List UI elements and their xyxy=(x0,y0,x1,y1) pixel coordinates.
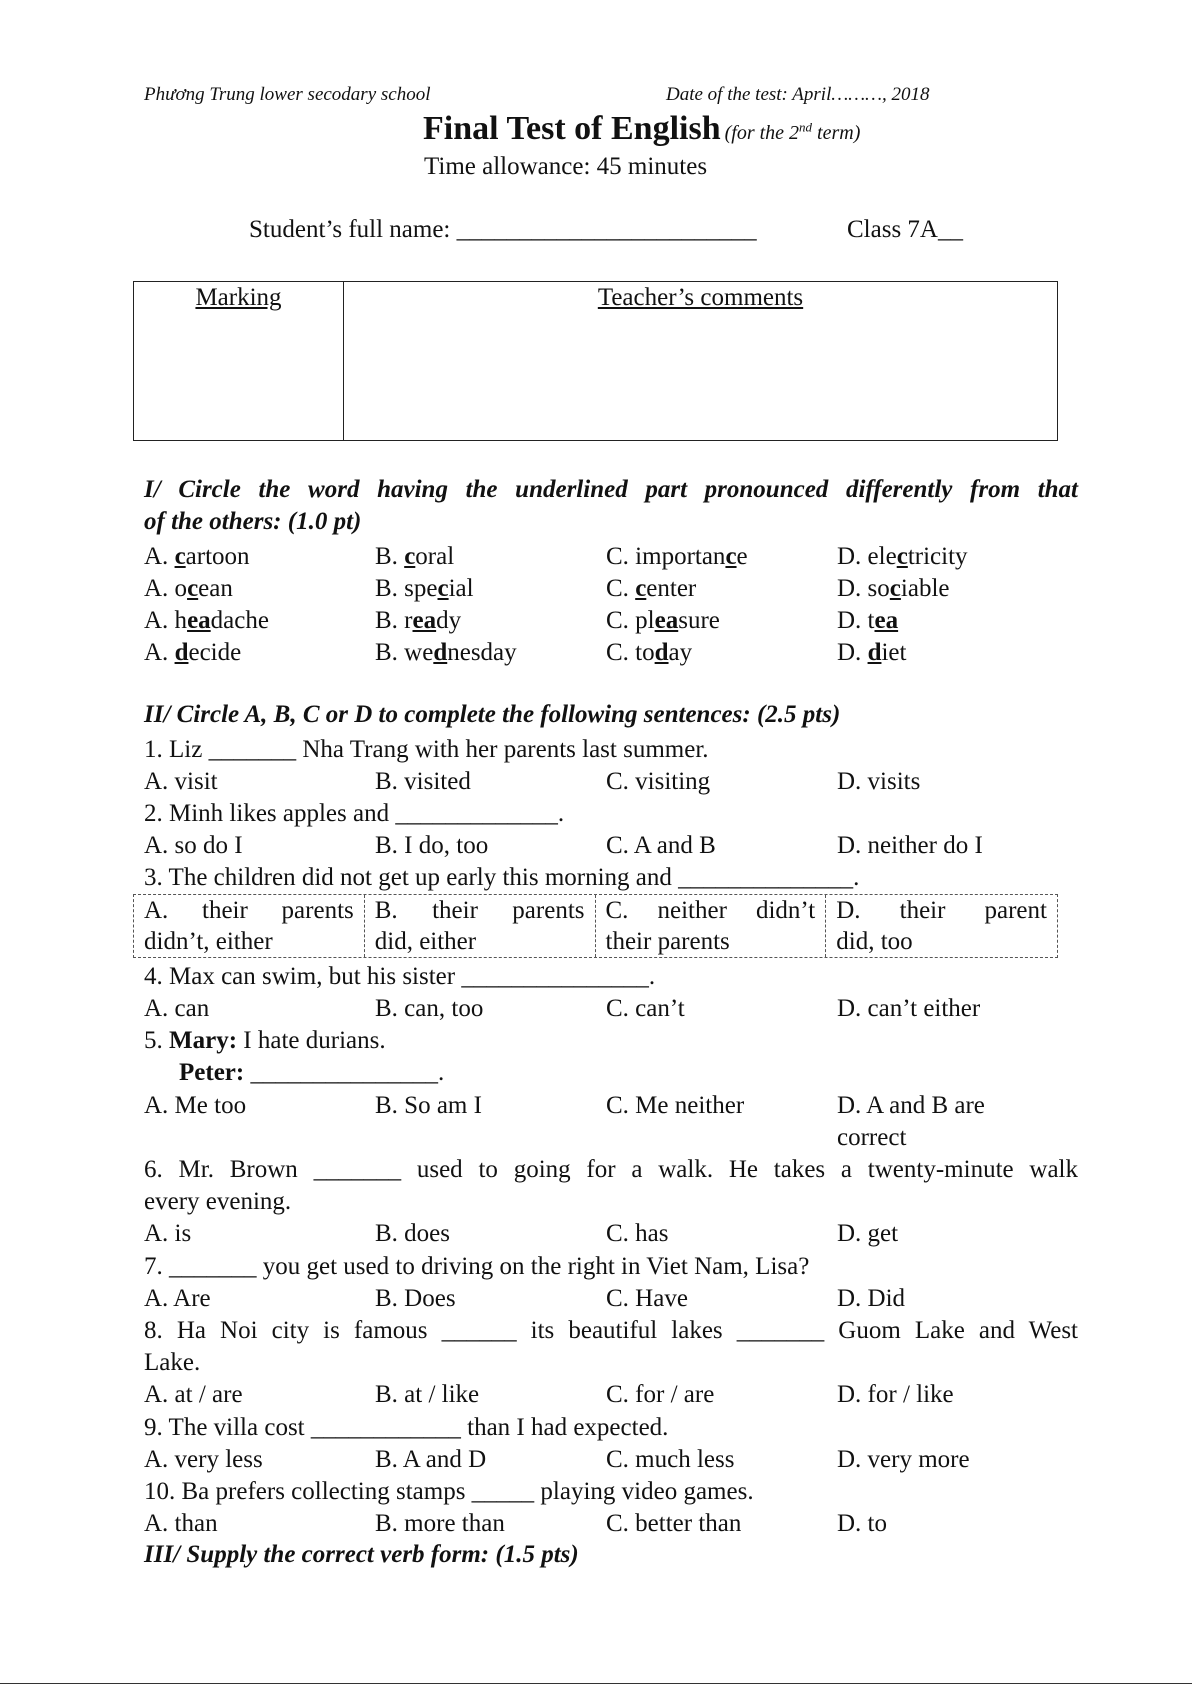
comments-cell xyxy=(344,282,1057,440)
section1-heading-cont: of the others: (1.0 pt) xyxy=(144,508,362,535)
question-stem: 2. Minh likes apples and _____________. xyxy=(144,800,565,827)
pron-row xyxy=(144,605,1078,637)
question-stem-cont: every evening. xyxy=(144,1188,292,1215)
test-date: Date of the test: April………, 2018 xyxy=(666,84,930,105)
pron-row xyxy=(144,541,1078,573)
student-name-label: Student’s full name: ________________________ xyxy=(249,216,757,243)
answer-option[interactable]: A. than xyxy=(144,1510,218,1537)
answer-row xyxy=(144,1090,1078,1122)
answer-option[interactable]: A. is xyxy=(144,1220,192,1247)
pron-option: D. tea xyxy=(837,607,899,634)
answer-option[interactable]: B. I do, too xyxy=(375,832,489,859)
answer-option[interactable]: A. very less xyxy=(144,1446,263,1473)
answer-option[interactable]: B. So am I xyxy=(375,1092,482,1119)
answer-option[interactable]: C. better than xyxy=(606,1510,742,1537)
pron-option: B. coral xyxy=(375,543,455,570)
pron-row xyxy=(144,637,1078,669)
answer-option[interactable]: D. get xyxy=(837,1220,899,1247)
question-stem-cont: Lake. xyxy=(144,1349,201,1376)
pron-option: B. wednesday xyxy=(375,639,517,666)
question-stem: 10. Ba prefers collecting stamps _____ playing video games. xyxy=(144,1478,754,1505)
answer-row xyxy=(144,830,1078,862)
answer-option[interactable]: D. Did xyxy=(837,1285,906,1312)
q3-options-box xyxy=(133,894,1058,958)
speaker-name: Peter: xyxy=(179,1059,245,1086)
pron-option: C. center xyxy=(606,575,697,602)
pron-option: A. headache xyxy=(144,607,269,634)
answer-option[interactable]: C. much less xyxy=(606,1446,735,1473)
answer-option[interactable]: C. Have xyxy=(606,1285,688,1312)
answer-option[interactable]: A. Me too xyxy=(144,1092,247,1119)
answer-row xyxy=(144,1379,1078,1411)
answer-row xyxy=(144,766,1078,798)
answer-option[interactable]: A. their parents didn’t, either xyxy=(134,895,365,957)
answer-row xyxy=(144,1508,1078,1540)
answer-option[interactable]: A. Are xyxy=(144,1285,211,1312)
answer-option[interactable]: B. Does xyxy=(375,1285,456,1312)
answer-row-cont xyxy=(144,1122,1078,1154)
section3-heading: III/ Supply the correct verb form: (1.5 pts) xyxy=(144,1541,579,1568)
marking-cell xyxy=(134,282,344,440)
pron-option: C. pleasure xyxy=(606,607,720,634)
answer-option[interactable]: C. for / are xyxy=(606,1381,715,1408)
time-allowance: Time allowance: 45 minutes xyxy=(424,153,708,180)
question-stem: 4. Max can swim, but his sister _______________. xyxy=(144,963,656,990)
question-stem: 6. Mr. Brown _______ used to going for a walk. He takes a twenty-minute walk xyxy=(144,1156,1078,1183)
title-main: Final Test of English xyxy=(423,110,721,147)
answer-option[interactable]: C. can’t xyxy=(606,995,685,1022)
marking-box xyxy=(133,281,1058,441)
answer-option[interactable]: D. their parent did, too xyxy=(836,897,1047,955)
school-name: Phương Trung lower secodary school xyxy=(144,84,431,105)
pron-option: B. ready xyxy=(375,607,462,634)
title-sub: (for the 2nd term) xyxy=(724,119,861,144)
speaker-name: Mary: xyxy=(169,1027,238,1054)
pron-option: D. diet xyxy=(837,639,907,666)
pron-option: A. decide xyxy=(144,639,242,666)
marking-label: Marking xyxy=(195,284,282,311)
answer-row xyxy=(144,993,1078,1025)
answer-row xyxy=(144,1283,1078,1315)
pron-option: A. cartoon xyxy=(144,543,250,570)
answer-option[interactable]: B. does xyxy=(375,1220,450,1247)
answer-option[interactable]: D. visits xyxy=(837,768,921,795)
answer-row xyxy=(144,1444,1078,1476)
answer-option[interactable]: C. has xyxy=(606,1220,669,1247)
answer-option[interactable]: B. visited xyxy=(375,768,471,795)
answer-option[interactable]: A. so do I xyxy=(144,832,243,859)
pron-option: A. ocean xyxy=(144,575,233,602)
question-stem: 1. Liz _______ Nha Trang with her parents last summer. xyxy=(144,736,709,763)
answer-option-cont: correct xyxy=(837,1124,907,1151)
answer-option[interactable]: B. more than xyxy=(375,1510,505,1537)
pron-row xyxy=(144,573,1078,605)
answer-option[interactable]: A. visit xyxy=(144,768,218,795)
answer-option[interactable]: D. for / like xyxy=(837,1381,954,1408)
section2-heading: II/ Circle A, B, C or D to complete the following sentences: (2.5 pts) xyxy=(144,701,841,728)
answer-option[interactable]: C. A and B xyxy=(606,832,716,859)
question-stem: 9. The villa cost ____________ than I had expected. xyxy=(144,1414,669,1441)
section1-heading: I/ Circle the word having the underlined part pronounced differently from that xyxy=(144,476,1078,503)
pron-option: C. today xyxy=(606,639,693,666)
answer-option[interactable]: D. can’t either xyxy=(837,995,981,1022)
answer-option[interactable]: D. to xyxy=(837,1510,887,1537)
answer-option[interactable]: B. their parents did, either xyxy=(365,895,596,957)
question-stem: 3. The children did not get up early this morning and ______________. xyxy=(144,864,860,891)
question-stem: 7. _______ you get used to driving on the right in Viet Nam, Lisa? xyxy=(144,1253,810,1280)
answer-option[interactable]: D. A and B are xyxy=(837,1092,985,1119)
answer-option[interactable]: D. neither do I xyxy=(837,832,983,859)
answer-option[interactable]: D. very more xyxy=(837,1446,970,1473)
answer-option[interactable]: C. visiting xyxy=(606,768,711,795)
class-label: Class 7A__ xyxy=(847,216,963,243)
answer-option[interactable]: A. can xyxy=(144,995,210,1022)
answer-option[interactable]: A. at / are xyxy=(144,1381,243,1408)
answer-option[interactable]: B. at / like xyxy=(375,1381,480,1408)
answer-option[interactable]: C. Me neither xyxy=(606,1092,745,1119)
question-stem: 8. Ha Noi city is famous ______ its beautiful lakes _______ Guom Lake and West xyxy=(144,1317,1078,1344)
question-stem: 5. Mary: I hate durians. xyxy=(144,1027,386,1054)
page-bottom-rule xyxy=(0,1683,1192,1684)
answer-option[interactable]: B. A and D xyxy=(375,1446,487,1473)
comments-label: Teacher’s comments xyxy=(597,284,804,311)
pron-option: B. special xyxy=(375,575,474,602)
answer-row xyxy=(144,1218,1078,1250)
pron-option: D. sociable xyxy=(837,575,950,602)
question-stem-cont: Peter: _______________. xyxy=(179,1059,445,1086)
answer-option[interactable]: B. can, too xyxy=(375,995,484,1022)
page-title xyxy=(423,110,860,148)
pron-option: D. electricity xyxy=(837,543,968,570)
answer-option[interactable]: C. neither didn’t their parents xyxy=(596,895,827,957)
pron-option: C. importance xyxy=(606,543,748,570)
